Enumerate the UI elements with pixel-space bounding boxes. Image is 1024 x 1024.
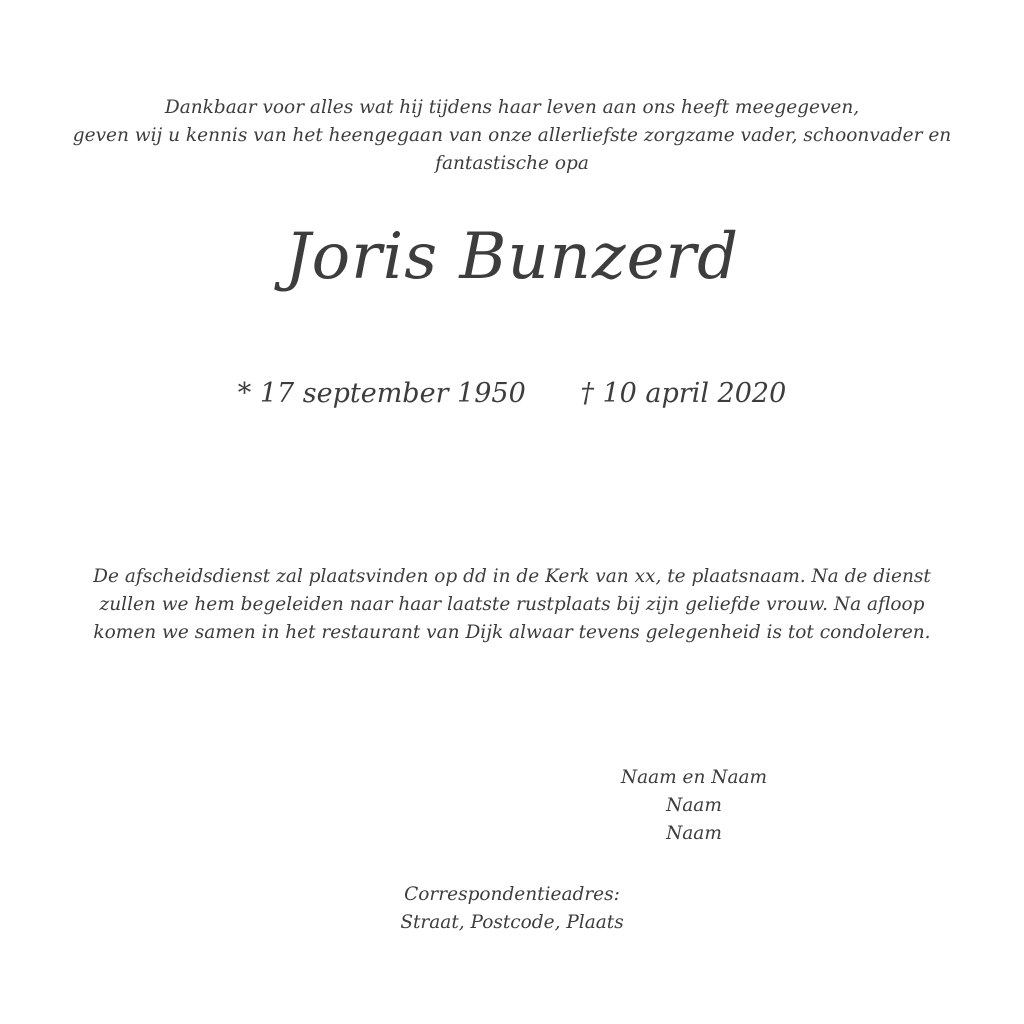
signer-name: Naam en Naam bbox=[620, 767, 768, 788]
life-dates bbox=[0, 374, 1024, 414]
service-line: De afscheidsdienst zal plaatsvinden op dd in de Kerk van xx, te plaatsnaam. Na de dienst bbox=[93, 566, 931, 587]
intro-text bbox=[60, 94, 964, 178]
correspondence-label: Correspondentieadres: bbox=[404, 884, 620, 905]
death-date: † 10 april 2020 bbox=[580, 378, 787, 409]
signers-block bbox=[594, 764, 794, 848]
service-details bbox=[80, 563, 944, 647]
signer-name: Naam bbox=[666, 795, 722, 816]
correspondence-address-line: Straat, Postcode, Plaats bbox=[400, 912, 624, 933]
deceased-name: Joris Bunzerd bbox=[284, 220, 740, 294]
signer-name: Naam bbox=[666, 823, 722, 844]
intro-line: fantastische opa bbox=[435, 153, 589, 174]
service-line: zullen we hem begeleiden naar haar laatste rustplaats bij zijn geliefde vrouw. Na afloop bbox=[99, 594, 925, 615]
intro-line: geven wij u kennis van het heengegaan van onze allerliefste zorgzame vader, schoonvader en bbox=[72, 125, 952, 146]
birth-date: * 17 september 1950 bbox=[237, 378, 526, 409]
intro-line: Dankbaar voor alles wat hij tijdens haar leven aan ons heeft meegegeven, bbox=[164, 97, 860, 118]
correspondence-address bbox=[362, 881, 662, 937]
service-line: komen we samen in het restaurant van Dijk alwaar tevens gelegenheid is tot condoleren. bbox=[93, 622, 931, 643]
